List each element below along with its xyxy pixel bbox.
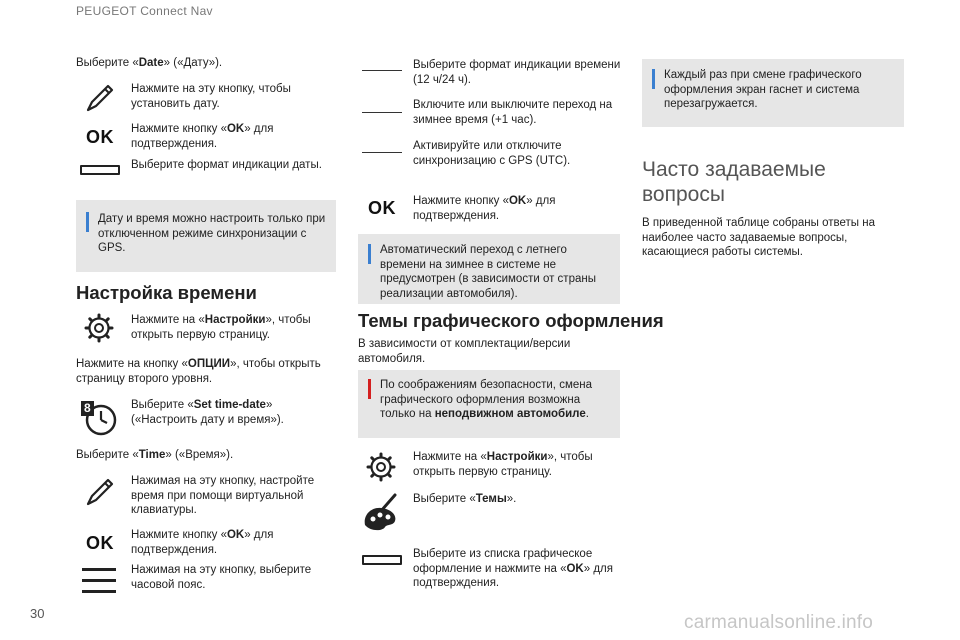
- select-field-icon: [78, 160, 122, 180]
- step-confirm-middle: Нажмите кнопку «OK» для подтверждения.: [413, 195, 556, 222]
- step-winter-time: Включите или выключите переход на зимнее время (+1 час).: [413, 99, 613, 126]
- step-set-date: Нажмите на эту кнопку, чтобы установить дату.: [131, 83, 291, 110]
- info-bar-2: [368, 244, 371, 264]
- info-bar-3: [652, 69, 655, 89]
- gear-icon-2: [364, 450, 398, 484]
- faq-title: [642, 157, 826, 207]
- select-date-text: Выберите «Date» («Дату»).: [76, 57, 223, 69]
- clock-badge: 8: [84, 401, 91, 415]
- step-set-time: Нажимая на эту кнопку, настройте время при помощи виртуальной клавиатуры.: [131, 475, 315, 516]
- line-icon-2: [362, 112, 402, 113]
- ok-icon-2: OK: [86, 532, 114, 553]
- step-set-time-date: Выберите «Set time-date» («Настроить дату и время»).: [131, 399, 284, 426]
- line-icon-3: [362, 152, 402, 153]
- faq-intro: В приведенной таблице собраны ответы на наиболее часто задаваемые вопросы, касающиеся работы системы.: [642, 217, 875, 258]
- page-number: 30: [30, 606, 45, 621]
- palette-icon: [360, 490, 402, 534]
- step-date-format: Выберите формат индикации даты.: [131, 159, 322, 171]
- pencil-icon-2: [82, 474, 118, 510]
- info-box-reboot: [642, 59, 904, 127]
- info-bar: [86, 212, 89, 232]
- faq-title-line2: вопросы: [642, 183, 725, 206]
- step-select-themes: Выберите «Темы».: [413, 493, 517, 505]
- clock-icon: [80, 398, 118, 438]
- pencil-icon: [82, 80, 118, 116]
- step-choose-theme: Выберите из списка графическое оформление и нажмите на «OK» для подтверждения.: [413, 548, 613, 589]
- ok-icon: OK: [86, 126, 114, 147]
- header-title: PEUGEOT Connect Nav: [76, 4, 213, 18]
- step-open-settings-2: Нажмите на «Настройки», чтобы открыть первую страницу.: [413, 451, 593, 478]
- line-icon: [362, 70, 402, 71]
- info-box-gps: [76, 200, 336, 272]
- info-reboot-text: Каждый раз при смене графического оформления экран гаснет и система перезагружается.: [664, 69, 862, 110]
- section-time-settings: Настройка времени: [76, 282, 257, 303]
- step-time-zone: Нажимая на эту кнопку, выберите часовой пояс.: [131, 564, 312, 591]
- section-themes: Темы графического оформления: [358, 310, 664, 331]
- ok-icon-3: OK: [368, 197, 396, 218]
- select-time-text: Выберите «Time» («Время»).: [76, 449, 234, 461]
- step-options: Нажмите на кнопку «ОПЦИИ», чтобы открыть страницу второго уровня.: [76, 358, 321, 385]
- select-field-icon-2: [360, 550, 404, 570]
- faq-title-line1: Часто задаваемые: [642, 158, 826, 181]
- watermark: carmanualsonline.info: [684, 612, 874, 633]
- step-time-format: Выберите формат индикации времени (12 ч/24 ч).: [413, 59, 621, 86]
- step-open-settings: Нажмите на «Настройки», чтобы открыть первую страницу.: [131, 314, 311, 341]
- step-gps-sync: Активируйте или отключите синхронизацию с GPS (UTC).: [413, 140, 571, 167]
- step-confirm-time: Нажмите кнопку «OK» для подтверждения.: [131, 529, 274, 556]
- info-dst-text: Автоматический переход с летнего времени на зимнее в системе не предусмотрен (в зависимости от страны реализации автомобиля).: [380, 244, 596, 300]
- warning-text: По соображениям безопасности, смена графического оформления возможна только на неподвижном автомобиле.: [380, 379, 592, 420]
- info-box-dst: [358, 234, 620, 304]
- themes-intro: В зависимости от комплектации/версии автомобиля.: [358, 338, 571, 365]
- warning-box: [358, 370, 620, 438]
- warning-bar: [368, 379, 371, 399]
- step-confirm-date: Нажмите кнопку «OK» для подтверждения.: [131, 123, 274, 150]
- gear-icon: [82, 311, 116, 345]
- list-icon: [80, 565, 118, 597]
- info-gps-text: Дату и время можно настроить только при отключенном режиме синхронизации с GPS.: [98, 213, 326, 254]
